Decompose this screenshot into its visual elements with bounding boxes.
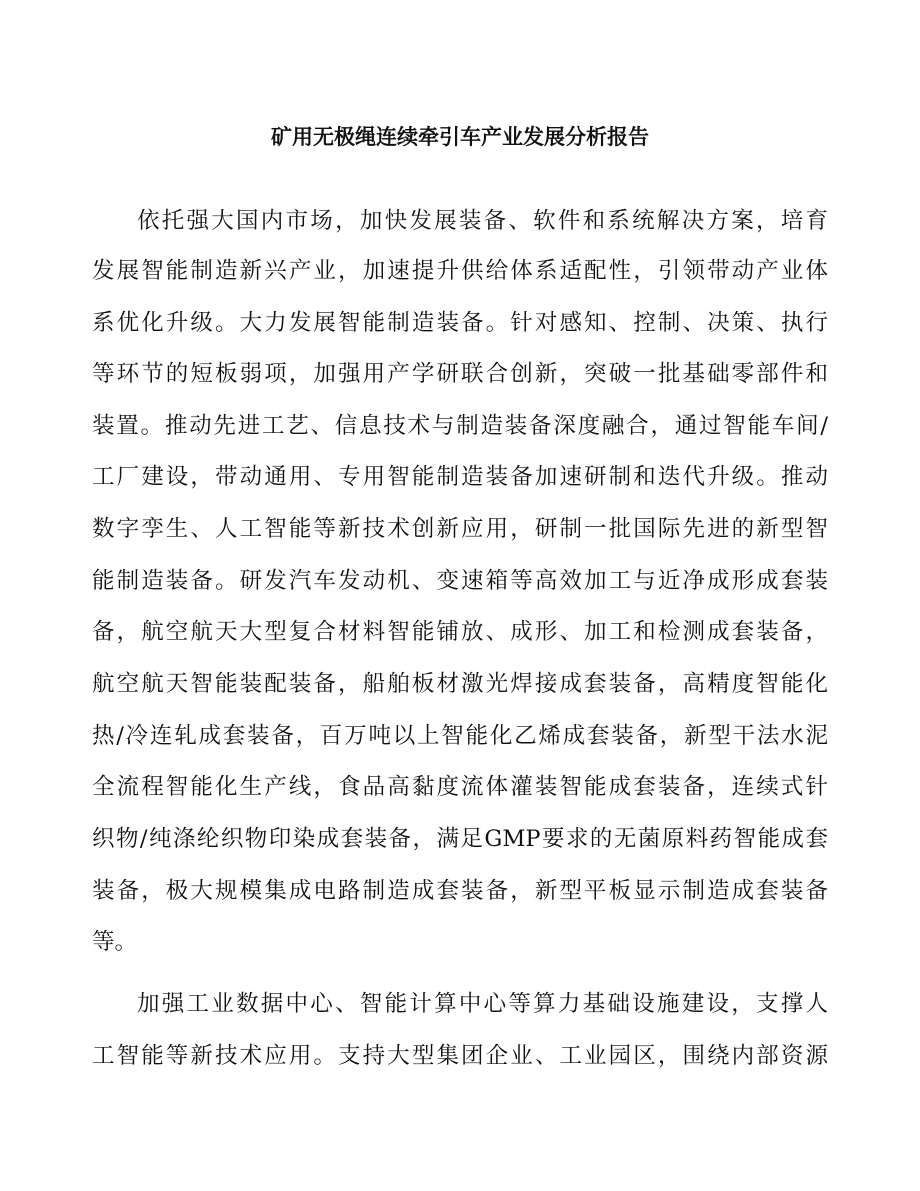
paragraph-1-line: 等环节的短板弱项，加强用产学研联合创新，突破一批基础零部件和	[92, 361, 828, 387]
paragraph-1-line: 装备，极大规模集成电路制造成套装备，新型平板显示制造成套装备	[92, 878, 828, 904]
paragraph-1-line: 数字孪生、人工智能等新技术创新应用，研制一批国际先进的新型智	[92, 516, 828, 542]
paragraph-1-line: 全流程智能化生产线，食品高黏度流体灌装智能成套装备，连续式针	[92, 774, 828, 800]
paragraph-1-line: 工厂建设，带动通用、专用智能制造装备加速研制和迭代升级。推动	[92, 464, 828, 490]
paragraph-1-line: 装置。推动先进工艺、信息技术与制造装备深度融合，通过智能车间/	[92, 413, 828, 439]
paragraph-1-line: 系优化升级。大力发展智能制造装备。针对感知、控制、决策、执行	[92, 310, 828, 336]
paragraph-1-line: 能制造装备。研发汽车发动机、变速箱等高效加工与近净成形成套装	[92, 568, 828, 594]
paragraph-1-line: 织物/纯涤纶织物印染成套装备，满足GMP要求的无菌原料药智能成套	[92, 826, 828, 852]
paragraph-2-line: 加强工业数据中心、智能计算中心等算力基础设施建设，支撑人	[137, 991, 828, 1017]
paragraph-2-line: 工智能等新技术应用。支持大型集团企业、工业园区，围绕内部资源	[92, 1043, 828, 1069]
paragraph-1-line: 依托强大国内市场，加快发展装备、软件和系统解决方案，培育	[137, 208, 828, 234]
paragraph-1-line: 等。	[92, 929, 138, 955]
paragraph-1-line: 航空航天智能装配装备，船舶板材激光焊接成套装备，高精度智能化	[92, 671, 828, 697]
paragraph-1-line: 热/冷连轧成套装备，百万吨以上智能化乙烯成套装备，新型干法水泥	[92, 723, 828, 749]
paragraph-1-line: 备，航空航天大型复合材料智能铺放、成形、加工和检测成套装备，	[92, 619, 828, 645]
document-title: 矿用无极绳连续牵引车产业发展分析报告	[271, 124, 649, 149]
paragraph-1-line: 发展智能制造新兴产业，加速提升供给体系适配性，引领带动产业体	[92, 258, 828, 284]
